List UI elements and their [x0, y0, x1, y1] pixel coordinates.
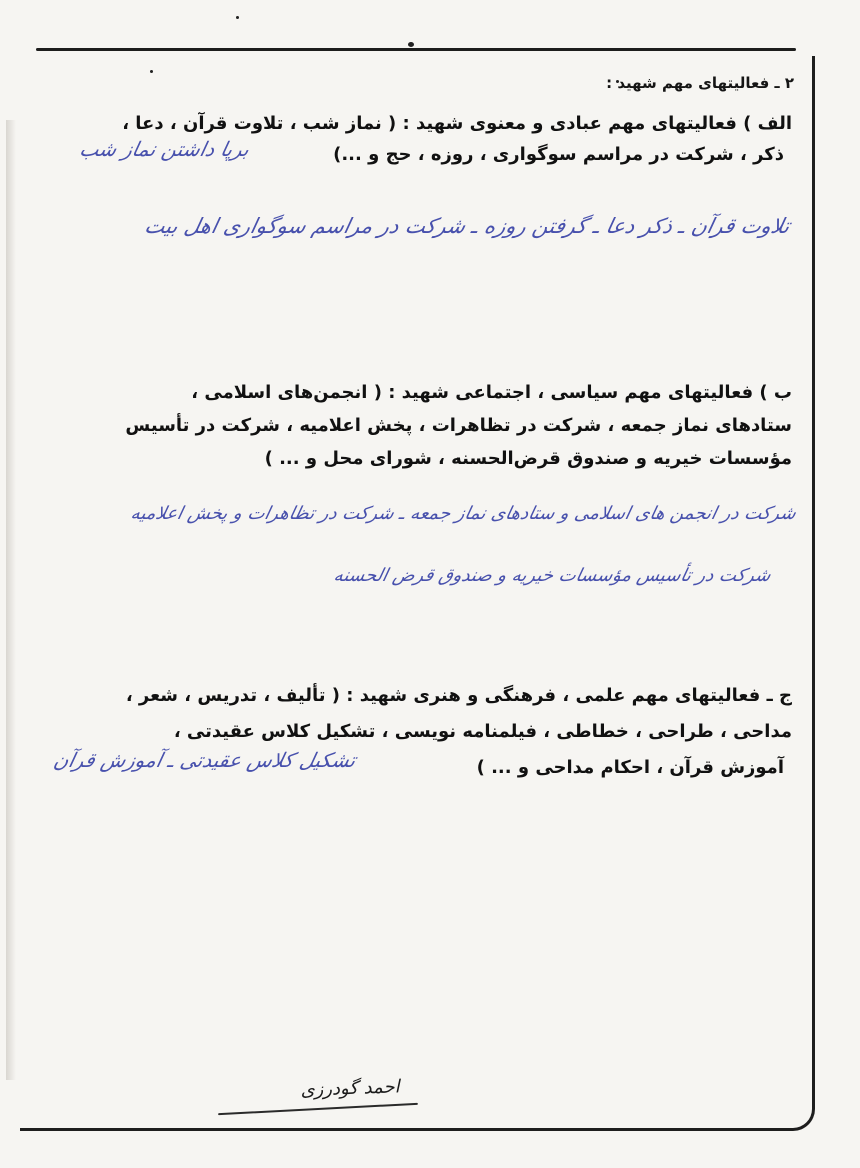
part-a-line-2: ذکر ، شرکت در مراسم سوگواری ، روزه ، حج و ...) — [333, 144, 784, 165]
signature: احمد گودرزی — [300, 1076, 400, 1101]
part-c-line-2: مداحی ، طراحی ، خطاطی ، فیلمنامه نویسی ، تشکیل کلاس عقیدتی ، — [173, 721, 792, 742]
part-a-handwritten-answer: تلاوت قرآن ـ ذکر دعا ـ گرفتن روزه ـ شرکت در مراسم سوگواری اهل بیت — [142, 214, 793, 238]
part-b-handwritten-answer-1: شرکت در انجمن های اسلامی و ستادهای نماز جمعه ـ شرکت در تظاهرات و پخش اعلامیه — [129, 503, 799, 524]
page-edge-shadow — [6, 120, 16, 1080]
part-a — [40, 108, 800, 238]
part-b — [40, 376, 800, 586]
section-heading: ۲ ـ فعالیتهای مهم شهید : — [606, 74, 794, 92]
part-b-line-3: مؤسسات خیریه و صندوق قرض‌الحسنه ، شورای محل و ... ) — [264, 448, 792, 469]
part-c — [40, 678, 800, 786]
part-a-line-1: الف ) فعالیتهای مهم عبادی و معنوی شهید : ( نماز شب ، تلاوت قرآن ، دعا ، — [122, 113, 792, 134]
scan-speck — [408, 42, 414, 47]
scan-speck — [236, 16, 239, 19]
part-c-line-1: ج ـ فعالیتهای مهم علمی ، فرهنگی و هنری شهید : ( تألیف ، تدریس ، شعر ، — [125, 685, 792, 706]
part-b-line-2: ستادهای نماز جمعه ، شرکت در تظاهرات ، پخش اعلامیه ، شرکت در تأسیس — [125, 415, 792, 436]
part-b-handwritten-answer-2: شرکت در تأسیس مؤسسات خیریه و صندوق قرض الحسنه — [331, 565, 773, 586]
part-a-handwritten-inline: برپا داشتن نماز شب — [77, 137, 252, 161]
scan-speck — [150, 70, 153, 73]
top-rule — [36, 48, 796, 51]
part-b-line-1: ب ) فعالیتهای مهم سیاسی ، اجتماعی شهید : ( انجمن‌های اسلامی ، — [191, 382, 792, 403]
part-c-handwritten-inline: تشکیل کلاس عقیدتی ـ آموزش قرآن — [51, 748, 359, 772]
part-c-line-3: آموزش قرآن ، احکام مداحی و ... ) — [476, 757, 784, 778]
